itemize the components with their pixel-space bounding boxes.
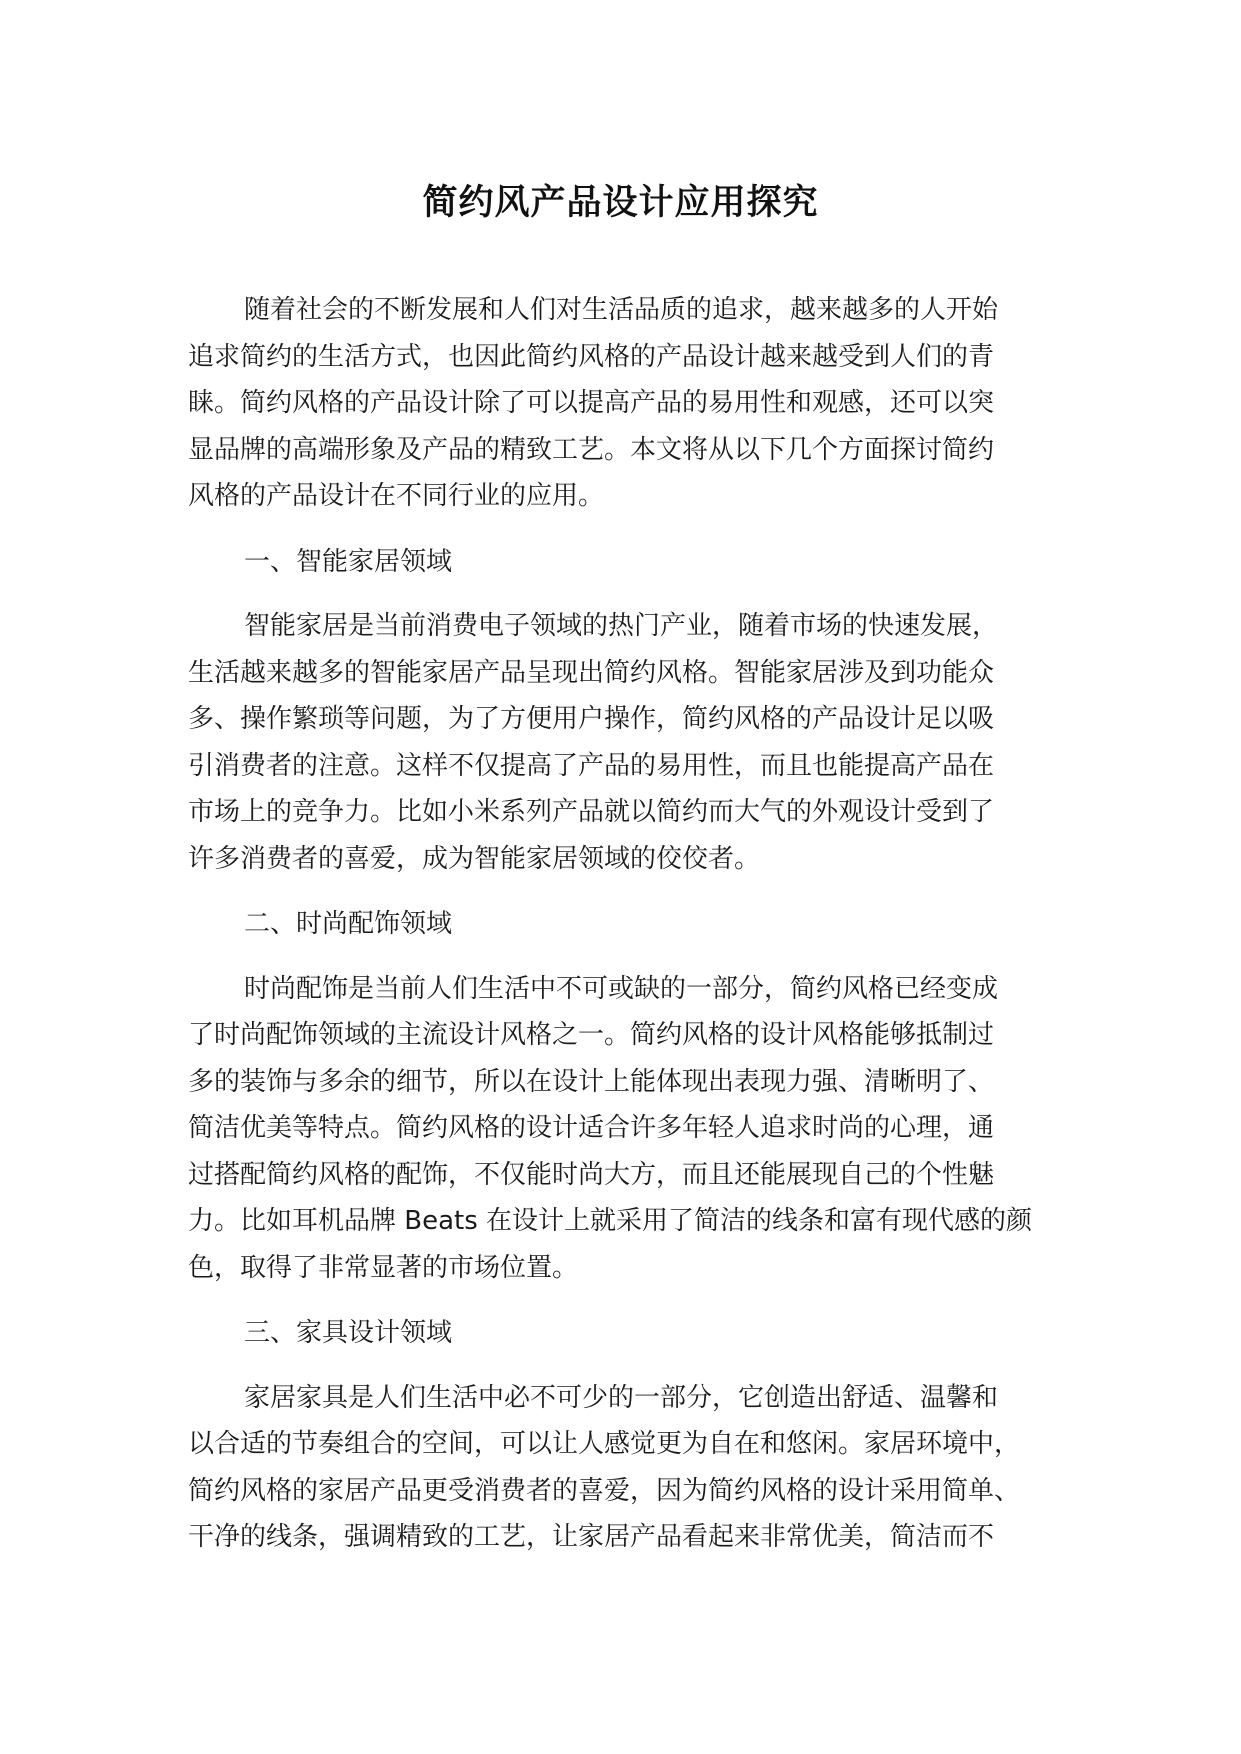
paragraph-line: 力。比如耳机品牌 Beats 在设计上就采用了简洁的线条和富有现代感的颜 xyxy=(188,1206,1033,1236)
intro-paragraph xyxy=(188,287,1073,520)
section-heading-smart-home: 一、智能家居领域 xyxy=(244,546,453,577)
section-heading-fashion-accessories: 二、时尚配饰领域 xyxy=(244,909,453,939)
paragraph-line: 追求简约的生活方式，也因此简约风格的产品设计越来越受到人们的青 xyxy=(188,341,995,372)
paragraph-line: 干净的线条，强调精致的工艺，让家居产品看起来非常优美，简洁而不 xyxy=(188,1522,995,1552)
paragraph-line: 过搭配简约风格的配饰，不仅能时尚大方，而且还能展现自己的个性魅 xyxy=(188,1159,995,1190)
paragraph-line: 简约风格的家居产品更受消费者的喜爱，因为简约风格的设计采用简单、 xyxy=(188,1475,1021,1506)
paragraph-line: 家居家具是人们生活中必不可少的一部分，它创造出舒适、温馨和 xyxy=(244,1382,999,1413)
paragraph-line: 以合适的节奏组合的空间，可以让人感觉更为自在和悠闲。家居环境中， xyxy=(188,1429,1021,1459)
paragraph-line: 生活越来越多的智能家居产品呈现出简约风格。智能家居涉及到功能众 xyxy=(188,657,995,688)
smart-home-paragraph xyxy=(188,603,1073,882)
paragraph-line: 市场上的竞争力。比如小米系列产品就以简约而大气的外观设计受到了 xyxy=(188,797,995,827)
document-title: 简约风产品设计应用探究 xyxy=(422,183,819,223)
furniture-design-paragraph xyxy=(188,1375,1073,1561)
paragraph-line: 许多消费者的喜爱，成为智能家居领域的佼佼者。 xyxy=(188,843,761,874)
section-heading-furniture-design: 三、家具设计领域 xyxy=(244,1318,453,1348)
paragraph-line: 显品牌的高端形象及产品的精致工艺。本文将从以下几个方面探讨简约 xyxy=(188,434,995,465)
paragraph-line: 睐。简约风格的产品设计除了可以提高产品的易用性和观感，还可以突 xyxy=(188,388,995,418)
paragraph-line: 引消费者的注意。这样不仅提高了产品的易用性，而且也能提高产品在 xyxy=(188,750,995,781)
paragraph-line: 多的装饰与多余的细节，所以在设计上能体现出表现力强、清晰明了、 xyxy=(188,1066,995,1097)
paragraph-line: 简洁优美等特点。简约风格的设计适合许多年轻人追求时尚的心理，通 xyxy=(188,1113,995,1143)
paragraph-line: 色，取得了非常显著的市场位置。 xyxy=(188,1252,579,1283)
paragraph-line: 风格的产品设计在不同行业的应用。 xyxy=(188,481,605,511)
paragraph-line: 了时尚配饰领域的主流设计风格之一。简约风格的设计风格能够抵制过 xyxy=(188,1020,995,1050)
paragraph-line: 随着社会的不断发展和人们对生活品质的追求，越来越多的人开始 xyxy=(244,295,999,325)
paragraph-line: 智能家居是当前消费电子领域的热门产业，随着市场的快速发展， xyxy=(244,611,999,641)
fashion-accessories-paragraph xyxy=(188,966,1073,1292)
paragraph-line: 多、操作繁琐等问题，为了方便用户操作，简约风格的产品设计足以吸 xyxy=(188,704,995,734)
paragraph-line: 时尚配饰是当前人们生活中不可或缺的一部分，简约风格已经变成 xyxy=(244,973,999,1004)
document-body xyxy=(188,287,1073,1561)
